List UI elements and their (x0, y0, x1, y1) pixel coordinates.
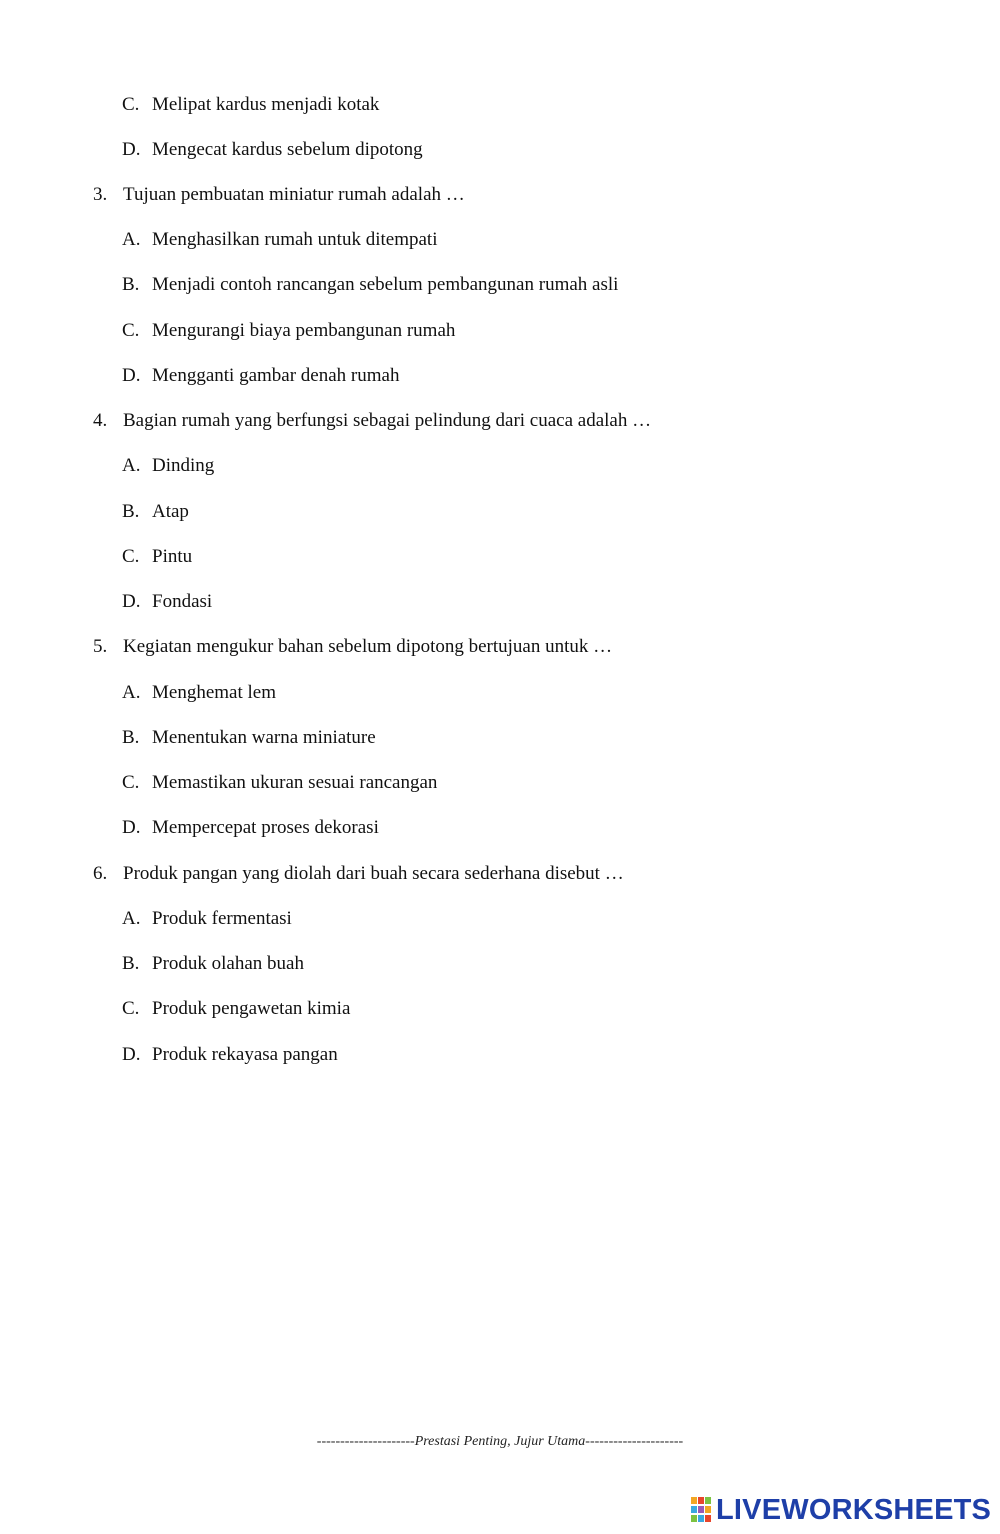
option-row (122, 364, 399, 388)
option-text: Produk fermentasi (152, 908, 292, 929)
option-letter: D. (122, 365, 141, 386)
question-text: Bagian rumah yang berfungsi sebagai pelindung dari cuaca adalah … (123, 410, 652, 431)
question-text: Kegiatan mengukur bahan sebelum dipotong bertujuan untuk … (123, 636, 613, 657)
question-text: Produk pangan yang diolah dari buah secara sederhana disebut … (123, 863, 624, 884)
brand-name: LIVEWORKSHEETS (716, 1493, 992, 1526)
option-letter: A. (122, 682, 141, 703)
option-row (122, 93, 379, 117)
option-text: Produk rekayasa pangan (152, 1044, 338, 1065)
option-row (122, 500, 189, 524)
option-text: Menghemat lem (152, 682, 276, 703)
option-letter: B. (122, 501, 140, 522)
question-4 (93, 409, 651, 433)
question-text: Tujuan pembuatan miniatur rumah adalah … (123, 184, 465, 205)
option-text: Mengurangi biaya pembangunan rumah (152, 320, 456, 341)
option-text: Atap (152, 501, 189, 522)
question-6 (93, 862, 624, 886)
option-text: Menentukan warna miniature (152, 727, 376, 748)
option-letter: B. (122, 274, 140, 295)
option-letter: A. (122, 908, 141, 929)
question-number: 5. (93, 636, 108, 657)
option-letter: D. (122, 817, 141, 838)
option-letter: C. (122, 546, 140, 567)
option-row (122, 273, 618, 297)
option-row (122, 907, 292, 931)
question-5 (93, 635, 612, 659)
option-row (122, 997, 350, 1021)
liveworksheets-logo-icon (691, 1497, 713, 1523)
option-row (122, 816, 379, 840)
option-row (122, 771, 437, 795)
footer-motto: ---------------------Prestasi Penting, Jujur Utama--------------------- (316, 1434, 684, 1449)
question-number: 3. (93, 184, 108, 205)
option-letter: C. (122, 94, 140, 115)
option-letter: D. (122, 139, 141, 160)
option-text: Menghasilkan rumah untuk ditempati (152, 229, 438, 250)
option-row (122, 681, 276, 705)
option-text: Produk pengawetan kimia (152, 998, 351, 1019)
option-letter: D. (122, 591, 141, 612)
option-row (122, 138, 423, 162)
option-text: Mempercepat proses dekorasi (152, 817, 379, 838)
option-letter: D. (122, 1044, 141, 1065)
option-row (122, 545, 192, 569)
option-text: Menjadi contoh rancangan sebelum pembangunan rumah asli (152, 274, 619, 295)
option-letter: C. (122, 772, 140, 793)
liveworksheets-brand[interactable] (691, 1493, 991, 1527)
question-3 (93, 183, 465, 207)
option-row (122, 590, 212, 614)
option-letter: B. (122, 953, 140, 974)
option-letter: A. (122, 455, 141, 476)
option-letter: B. (122, 727, 140, 748)
option-text: Memastikan ukuran sesuai rancangan (152, 772, 438, 793)
option-letter: C. (122, 320, 140, 341)
option-text: Mengganti gambar denah rumah (152, 365, 400, 386)
option-letter: A. (122, 229, 141, 250)
option-letter: C. (122, 998, 140, 1019)
option-text: Dinding (152, 455, 215, 476)
option-text: Fondasi (152, 591, 213, 612)
option-row (122, 726, 376, 750)
option-row (122, 454, 214, 478)
option-row (122, 1043, 338, 1067)
question-number: 4. (93, 410, 108, 431)
option-row (122, 319, 455, 343)
question-number: 6. (93, 863, 108, 884)
option-text: Pintu (152, 546, 193, 567)
option-text: Melipat kardus menjadi kotak (152, 94, 380, 115)
option-text: Produk olahan buah (152, 953, 304, 974)
option-row (122, 952, 304, 976)
option-text: Mengecat kardus sebelum dipotong (152, 139, 423, 160)
option-row (122, 228, 437, 252)
